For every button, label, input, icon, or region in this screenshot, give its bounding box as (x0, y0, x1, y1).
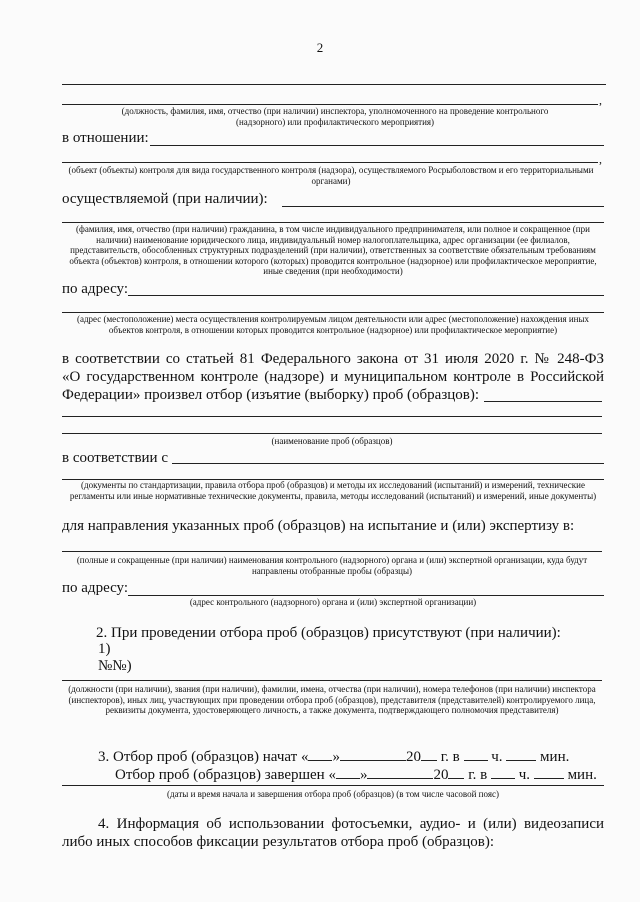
section3-start-row (98, 748, 569, 766)
hour-word: ч. (491, 749, 503, 765)
section4-line-2: либо иных способов фиксации результатов отбора проб (образцов): (62, 834, 494, 850)
end-prefix: Отбор проб (образцов) завершен « (115, 767, 336, 783)
documents-caption: (документы по стандартизации, правила отбора проб (образцов) и методы их исследований (испытаний) и измерений, технические регламенты или иные нормативные технические документы, правила, методы исследований (испытаний) и измерений, иные документы) (69, 480, 597, 501)
carried-out-line-1 (282, 206, 604, 207)
samples-line-3 (62, 433, 602, 434)
body-caption: (полные и сокращенные (при наличии) наименования контрольного (надзорного) органа и (или) экспертной организации, куда будут направлены отобранные пробы (образцы) (76, 555, 588, 576)
body-address-caption: (адрес контрольного (надзорного) органа и (или) экспертной организации) (189, 597, 477, 607)
law-paragraph-line-1: в соответствии со статьей 81 Федерального закона от 31 июля 2020 г. № 248-ФЗ (62, 351, 604, 367)
start-year-field[interactable] (421, 748, 437, 761)
start-month-field[interactable] (340, 748, 406, 761)
end-hour-field[interactable] (491, 766, 515, 779)
start-minute-field[interactable] (506, 748, 536, 761)
object-caption: (объект (объекты) контроля для вида государственного контроля (надзора), осуществляемого Росрыболовством и его территориальными органами) (68, 165, 594, 186)
quote-close: » (359, 767, 368, 783)
direction-label: для направления указанных проб (образцов) на испытание и (или) экспертизу в: (62, 518, 575, 534)
address-line-2 (62, 312, 604, 313)
section3-end-row (115, 766, 597, 784)
year-word: 20 (433, 767, 449, 783)
inspector-line-1 (62, 84, 606, 85)
end-day-field[interactable] (336, 766, 360, 779)
section2-title: 2. При проведении отбора проб (образцов) присутствуют (при наличии): (96, 625, 561, 641)
end-year-field[interactable] (448, 766, 464, 779)
comma: , (599, 93, 602, 107)
g-v-word: г. в (440, 749, 460, 765)
g-v-word: г. в (468, 767, 488, 783)
year-word: 20 (405, 749, 421, 765)
comma: , (599, 152, 602, 166)
section2-item-1: 1) (98, 641, 111, 657)
quote-close: » (332, 749, 340, 765)
address-label: по адресу: (62, 281, 129, 297)
minute-word: мин. (540, 749, 570, 765)
minute-word: мин. (567, 767, 597, 783)
regarding-line-2 (62, 162, 598, 163)
according-line-1 (172, 463, 604, 464)
datetime-line (62, 785, 604, 786)
direction-line (62, 551, 602, 552)
law-paragraph-line-2: «О государственном контроле (надзоре) и муниципальном контроле в Российской (62, 369, 604, 385)
address2-label: по адресу: (62, 580, 129, 596)
section4-line-1: 4. Информация об использовании фотосъемки, аудио- и (или) видеозаписи (98, 816, 604, 832)
start-day-field[interactable] (308, 748, 332, 761)
inspector-line-2 (62, 104, 598, 105)
regarding-label: в отношении: (62, 130, 149, 146)
carried-out-line-2 (62, 222, 604, 223)
address2-line (128, 595, 604, 596)
section2-item-no: №№) (98, 658, 132, 674)
location-caption: (адрес (местоположение) места осуществления контролируемым лицом деятельности или адрес (местоположение) нахождения иных объектов контроля, в отношении которых проводится контрольное (надзорное) или профилактическое мероприятие) (76, 314, 590, 335)
present-line (62, 680, 602, 681)
carried-out-label: осуществляемой (при наличии): (62, 191, 268, 207)
start-hour-field[interactable] (464, 748, 488, 761)
page-number: 2 (316, 40, 324, 55)
hour-word: ч. (518, 767, 531, 783)
present-caption: (должности (при наличии), звания (при наличии), фамилии, имена, отчества (при наличии), номера телефонов (при наличии) инспектора (инспекторов), иных лиц, участвующих при проведении отбора проб (образцов), представителя (представителей) контролируемого лица, реквизиты документа, удостоверяющего личность, а также документа, подтверждающего полномочия представителя) (68, 684, 596, 715)
samples-caption: (наименование проб (образцов) (271, 436, 393, 446)
start-prefix: 3. Отбор проб (образцов) начат « (98, 749, 309, 765)
regarding-line-1 (150, 145, 604, 146)
samples-line-1 (484, 401, 602, 402)
according-label: в соответствии с (62, 450, 168, 466)
person-caption: (фамилия, имя, отчество (при наличии) гражданина, в том числе индивидуального предпринимателя, или полное и сокращенное (при наличии) наименование юридического лица, индивидуальный номер налогоплательщика, адрес организации (ее филиалов, представительств, обособленных структурных подразделений (при наличии), ответственных за соответствие обязательным требованиям объекта (объектов) контроля, в отношении которого (которых) проводится контрольное (надзорное) или профилактическое мероприятие, иные сведения (при необходимости) (69, 224, 597, 276)
samples-line-2 (62, 416, 602, 417)
end-month-field[interactable] (367, 766, 433, 779)
address-line-1 (128, 295, 604, 296)
datetime-caption: (даты и время начала и завершения отбора проб (образцов) (в том числе часовой пояс) (167, 789, 499, 799)
end-minute-field[interactable] (534, 766, 564, 779)
inspector-caption: (должность, фамилия, имя, отчество (при наличии) инспектора, уполномоченного на проведение контрольного (надзорного) или профилактического мероприятия) (121, 106, 549, 127)
law-paragraph-line-3: Федерации» произвел отбор (изъятие (выборку) проб (образцов): (62, 387, 480, 403)
